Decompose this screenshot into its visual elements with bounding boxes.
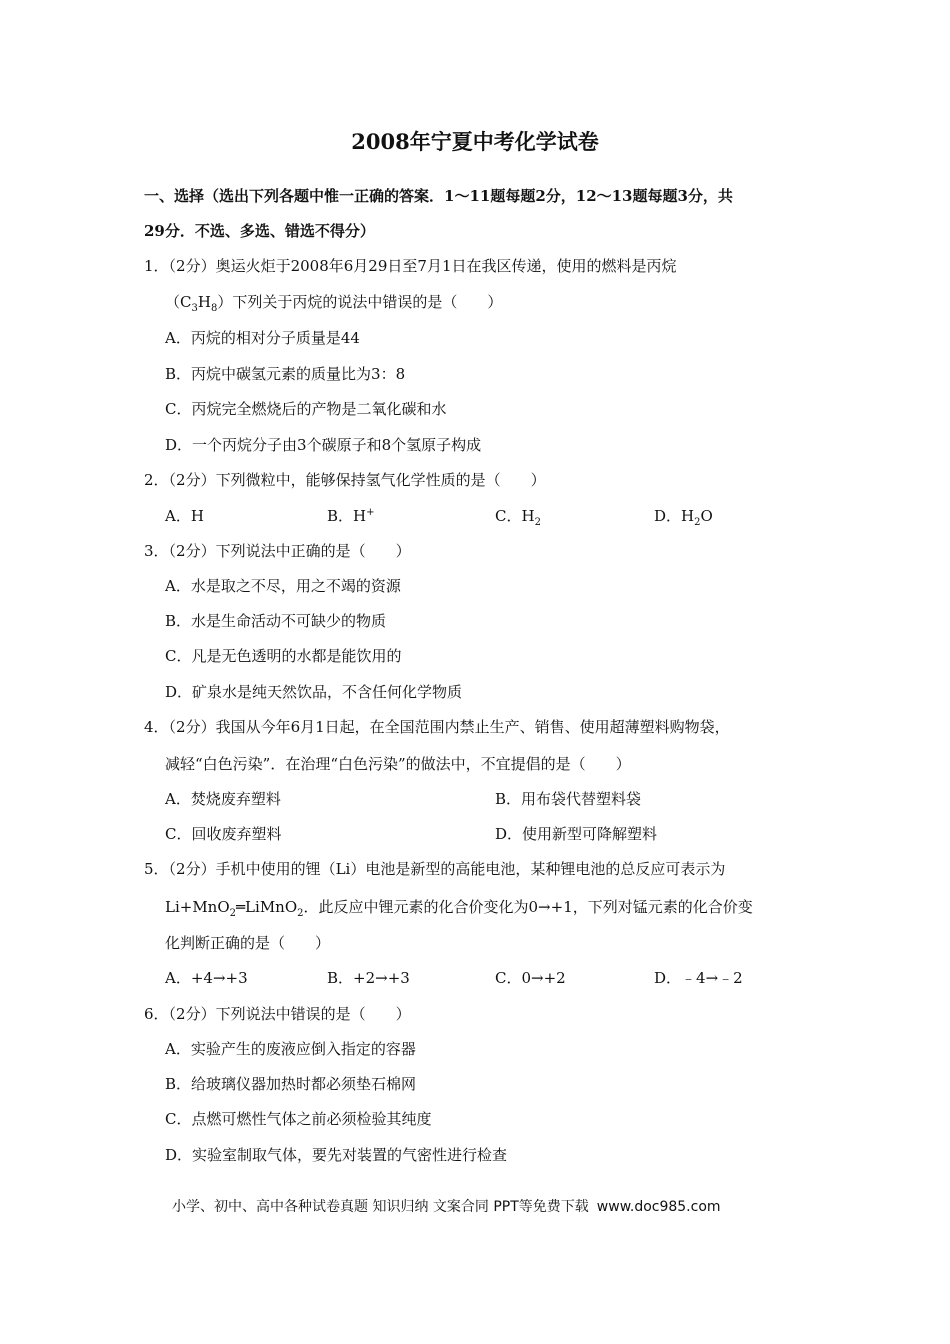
option-b: B．用布袋代替塑料袋 (495, 790, 642, 808)
footer-link[interactable]: www.doc985.com (596, 1199, 721, 1215)
question-stem: （2分）下列微粒中，能够保持氢气化学性质的是（ ） (168, 471, 546, 489)
option-b: B．H+ (327, 507, 375, 525)
page-footer (172, 1196, 721, 1216)
question-5-stem-cont: 化判断正确的是（ ） (165, 934, 331, 952)
page-title: 2008年宁夏中考化学试卷 (351, 129, 599, 154)
option-a: A．水是取之不尽，用之不竭的资源 (165, 577, 401, 595)
question-2 (144, 470, 546, 490)
option-d: D．矿泉水是纯天然饮品，不含任何化学物质 (165, 683, 463, 701)
option-a: A．实验产生的废液应倒入指定的容器 (165, 1040, 416, 1058)
question-number: 1． (144, 257, 169, 275)
option-d: D．$H_2O$ (654, 507, 713, 528)
question-3 (144, 541, 411, 561)
question-5-equation-line: Li+MnO$_2$═LiMnO$_2$．此反应中锂元素的化合价变化为0→+1，下列对锰元素的化合价变 (165, 898, 753, 919)
option-a: A．H (165, 507, 204, 525)
section-heading-line2: 29分．不选、多选、错选不得分） (144, 222, 375, 240)
question-stem: （2分）下列说法中正确的是（ ） (168, 542, 411, 560)
question-number: 6． (144, 1005, 169, 1023)
question-stem: （2分）下列说法中错误的是（ ） (168, 1005, 411, 1023)
option-c: C．点燃可燃性气体之前必须检验其纯度 (165, 1110, 432, 1128)
question-stem: （2分）手机中使用的锂（Li）电池是新型的高能电池，某种锂电池的总反应可表示为 (168, 860, 726, 878)
question-stem: （2分）我国从今年6月1日起，在全国范围内禁止生产、销售、使用超薄塑料购物袋， (168, 718, 730, 736)
question-1 (144, 256, 677, 276)
option-b: B．水是生命活动不可缺少的物质 (165, 612, 387, 630)
question-6 (144, 1004, 411, 1024)
question-4 (144, 717, 730, 737)
question-number: 3． (144, 542, 169, 560)
option-c: C．回收废弃塑料 (165, 825, 282, 843)
question-number: 2． (144, 471, 169, 489)
option-b: B．丙烷中碳氢元素的质量比为3：8 (165, 365, 406, 383)
question-number: 4． (144, 718, 169, 736)
option-c: C．凡是无色透明的水都是能饮用的 (165, 647, 402, 665)
option-a: A．丙烷的相对分子质量是44 (165, 329, 360, 347)
option-c: C．$H_2$ (495, 507, 541, 528)
option-d: D．使用新型可降解塑料 (495, 825, 658, 843)
question-number: 5． (144, 860, 169, 878)
option-a: A．+4→+3 (165, 969, 248, 987)
option-b: B．给玻璃仪器加热时都必须垫石棉网 (165, 1075, 417, 1093)
option-c: C．0→+2 (495, 969, 566, 987)
option-d: D．实验室制取气体，要先对装置的气密性进行检查 (165, 1146, 508, 1164)
option-c: C．丙烷完全燃烧后的产物是二氧化碳和水 (165, 400, 447, 418)
question-1-stem-cont: $(C_3H_8)$下列关于丙烷的说法中错误的是（ ） (165, 293, 503, 314)
question-4-stem-cont: 减轻“白色污染”．在治理“白色污染”的做法中，不宜提倡的是（ ） (165, 755, 631, 773)
question-5 (144, 859, 725, 879)
option-d: D．﹣4→﹣2 (654, 969, 743, 987)
option-b: B．+2→+3 (327, 969, 410, 987)
option-d: D．一个丙烷分子由3个碳原子和8个氢原子构成 (165, 436, 482, 454)
question-stem: （2分）奥运火炬于2008年6月29日至7月1日在我区传递，使用的燃料是丙烷 (168, 257, 677, 275)
section-heading-line1: 一、选择（选出下列各题中惟一正确的答案．1～11题每题2分，12～13题每题3分，共 (144, 187, 733, 205)
chemical-equation: Li+MnO$_2$═LiMnO$_2$ (165, 898, 304, 919)
footer-text: 小学、初中、高中各种试卷真题 知识归纳 文案合同 PPT等免费下载 (172, 1199, 589, 1215)
option-a: A．焚烧废弃塑料 (165, 790, 281, 808)
